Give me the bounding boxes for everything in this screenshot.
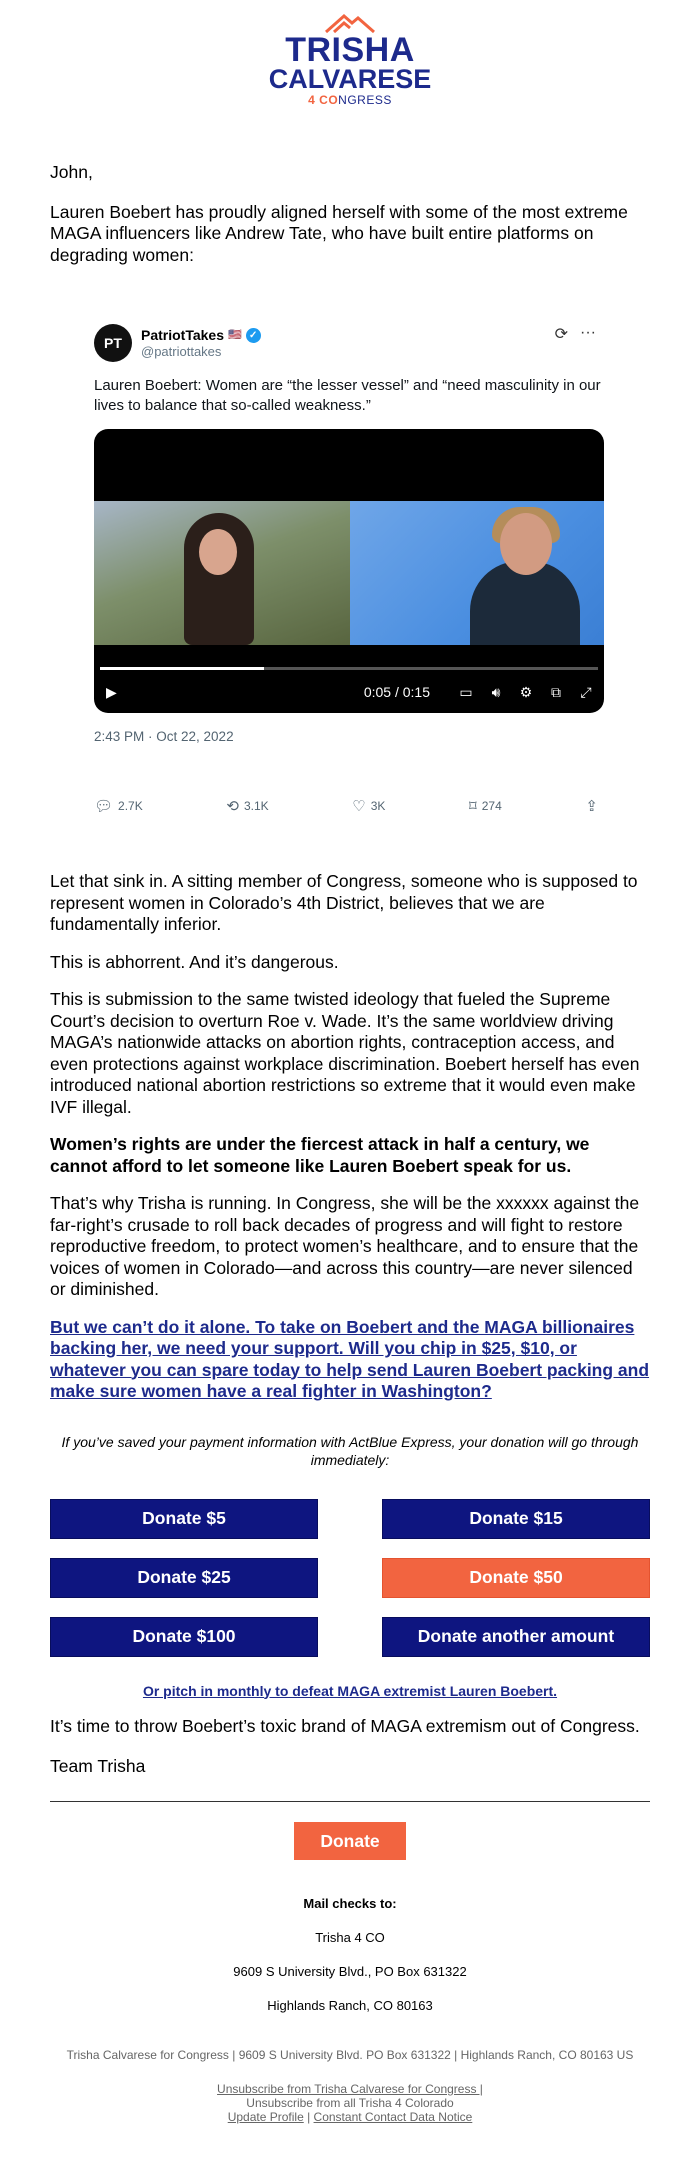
video-progress-bar[interactable] xyxy=(100,667,598,670)
retweet-icon: ⟲ xyxy=(226,798,239,815)
body-paragraph: This is abhorrent. And it’s dangerous. xyxy=(50,951,339,972)
tweet-author-name[interactable]: PatriotTakes xyxy=(141,327,224,343)
more-options-icon[interactable]: ··· xyxy=(580,324,596,341)
body-paragraph: This is submission to the same twisted ideology that fueled the Supreme Court’s decision to overturn Roe v. Wade. It’s the same worldview driving MAGA’s nationwide attacks on abortion rights, contraception access, and even protections against workplace discrimination. Boebert herself has even introduced national abortion restrictions so extreme that it would even make IVF illegal. xyxy=(50,989,640,1117)
retweet-count: 3.1K xyxy=(243,799,269,813)
play-icon[interactable]: ▶ xyxy=(106,683,117,700)
share-button[interactable] xyxy=(585,797,598,815)
retweet-button[interactable] xyxy=(226,797,268,815)
reply-button[interactable] xyxy=(94,797,143,815)
reply-icon: 💬︎ xyxy=(94,798,114,815)
actblue-express-note: If you’ve saved your payment information with ActBlue Express, your donation will go through immediately: xyxy=(61,1433,639,1468)
video-frame xyxy=(94,501,604,645)
logo-line2: CALVARESE xyxy=(268,64,432,94)
fullscreen-icon[interactable]: ⤢ xyxy=(580,683,592,700)
logo-line1: TRISHA xyxy=(285,31,415,69)
campaign-logo xyxy=(0,0,700,150)
body-paragraph: Let that sink in. A sitting member of Congress, someone who is supposed to represent women in Colorado’s 4th District, believes that we are fundamentally inferior. xyxy=(50,871,638,934)
volume-icon[interactable]: 🔊︎ xyxy=(491,683,501,700)
mail-address-line: Trisha 4 CO xyxy=(315,1930,385,1945)
video-left-panel xyxy=(94,501,350,645)
intro-paragraph: Lauren Boebert has proudly aligned herself with some of the most extreme MAGA influencers like Andrew Tate, who have built entire platforms on degrading women: xyxy=(50,201,628,265)
donate-15-button[interactable]: Donate $15 xyxy=(382,1499,650,1539)
tweet-video[interactable] xyxy=(94,429,604,713)
tweet-text: Lauren Boebert: Women are “the lesser vessel” and “need masculinity in our lives to balance that so-called weakness.” xyxy=(94,377,601,414)
video-progress-fill xyxy=(100,667,264,670)
captions-icon[interactable]: ▭ xyxy=(459,683,473,700)
tweet-avatar[interactable]: PT xyxy=(94,324,132,362)
donate-50-button[interactable]: Donate $50 xyxy=(382,1558,650,1598)
mail-address-line: 9609 S University Blvd., PO Box 631322 xyxy=(233,1964,467,1979)
footer-address: Trisha Calvarese for Congress | 9609 S University Blvd. PO Box 631322 | Highlands Ranch, CO 80163 US xyxy=(66,2048,634,2062)
body-paragraph: That’s why Trisha is running. In Congress, she will be the xxxxxx against the far-right’s crusade to roll back decades of progress and will fight to restore reproductive freedom, to protect women’s healthcare, and to ensure that the voices of women in Colorado—and across this country—are never silenced or diminished. xyxy=(50,1193,640,1299)
donate-button[interactable]: Donate xyxy=(294,1822,406,1860)
mail-address-line: Highlands Ranch, CO 80163 xyxy=(267,1998,433,2013)
cta-link[interactable]: But we can’t do it alone. To take on Boebert and the MAGA billionaires backing her, we need your support. Will you chip in $25, $10, or whatever you can spare today to help send Lauren Boebert packing and make sure women have a real fighter in Washington? xyxy=(50,1316,650,1401)
heart-icon: ♡ xyxy=(352,798,366,815)
donate-button-grid xyxy=(50,1499,650,1657)
monthly-donate-link[interactable]: Or pitch in monthly to defeat MAGA extremist Lauren Boebert. xyxy=(142,1682,558,1699)
unsubscribe-all-link[interactable]: Unsubscribe from all Trisha 4 Colorado xyxy=(246,2096,454,2110)
like-count: 3K xyxy=(370,799,386,813)
tweet-handle[interactable]: @patriottakes xyxy=(141,344,222,359)
video-right-panel xyxy=(350,501,604,645)
closing-paragraph: It’s time to throw Boebert’s toxic brand of MAGA extremism out of Congress. xyxy=(50,1716,640,1736)
greeting: John, xyxy=(50,162,93,182)
bold-statement: Women’s rights are under the fiercest attack in half a century, we cannot afford to let someone like Lauren Boebert speak for us. xyxy=(50,1134,590,1176)
footer-separator: | xyxy=(303,2110,314,2124)
donate-5-button[interactable]: Donate $5 xyxy=(50,1499,318,1539)
mail-checks-heading: Mail checks to: xyxy=(303,1896,397,1911)
logo-line3 xyxy=(308,92,392,108)
like-button[interactable] xyxy=(352,797,385,815)
signature: Team Trisha xyxy=(50,1755,146,1776)
us-flag-icon: 🇺🇸 xyxy=(228,329,242,341)
tweet-stats xyxy=(94,797,604,815)
divider xyxy=(50,1801,650,1802)
verified-icon: ✓ xyxy=(246,328,261,343)
tweet-date[interactable]: 2:43 PM · Oct 22, 2022 xyxy=(94,729,234,744)
donate-other-button[interactable]: Donate another amount xyxy=(382,1617,650,1657)
logo-rest: NGRESS xyxy=(338,93,392,107)
reply-count: 2.7K xyxy=(118,799,143,813)
bookmark-icon: ⌑ xyxy=(469,798,477,815)
settings-icon[interactable]: ⚙ xyxy=(519,683,533,700)
data-notice-link[interactable]: Constant Contact Data Notice xyxy=(313,2110,473,2124)
update-profile-link[interactable]: Update Profile xyxy=(227,2110,304,2124)
pip-icon[interactable]: ⧉ xyxy=(551,683,561,700)
bookmark-count: 274 xyxy=(481,799,502,813)
video-time: 0:05 / 0:15 xyxy=(363,684,430,700)
share-icon: ⇪ xyxy=(585,798,598,815)
footer-links xyxy=(0,2082,700,2124)
unsubscribe-link[interactable]: Unsubscribe from Trisha Calvarese for Congress | xyxy=(217,2082,483,2096)
bookmark-button[interactable] xyxy=(469,797,502,815)
donate-25-button[interactable]: Donate $25 xyxy=(50,1558,318,1598)
embedded-tweet[interactable] xyxy=(82,320,604,842)
logo-accent: 4 CO xyxy=(308,93,339,107)
grok-icon[interactable]: ⟳ xyxy=(554,326,569,343)
donate-100-button[interactable]: Donate $100 xyxy=(50,1617,318,1657)
